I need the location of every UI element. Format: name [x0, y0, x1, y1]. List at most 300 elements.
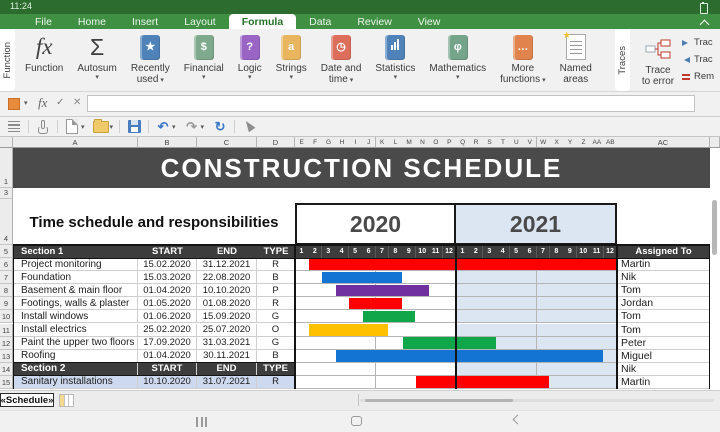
- cell-gantt-month[interactable]: [376, 376, 390, 389]
- cell-gantt-month[interactable]: [510, 271, 524, 284]
- cell-end-date[interactable]: 30.11.2021: [197, 350, 257, 363]
- cell-type[interactable]: P: [257, 284, 295, 297]
- row-header-1[interactable]: 1: [0, 148, 13, 188]
- cell-gantt-month[interactable]: [456, 324, 470, 337]
- cell-gantt-month[interactable]: [362, 363, 376, 376]
- cell-type[interactable]: R: [257, 258, 295, 271]
- cell-gantt-month[interactable]: [416, 271, 430, 284]
- new-document-icon[interactable]: [64, 119, 80, 135]
- cell-task-name[interactable]: Roofing: [13, 350, 138, 363]
- cell-gantt-month[interactable]: [496, 324, 510, 337]
- cell-gantt-month[interactable]: [550, 324, 564, 337]
- cell-gantt-month[interactable]: [429, 363, 443, 376]
- cell-gantt-month[interactable]: [456, 363, 470, 376]
- cell-gantt-month[interactable]: [429, 271, 443, 284]
- cell-gantt-month[interactable]: [590, 376, 604, 389]
- traces-side-tab[interactable]: [615, 29, 630, 91]
- cell-type[interactable]: G: [257, 310, 295, 323]
- add-sheet-icon[interactable]: [59, 394, 74, 407]
- cell-gantt-month[interactable]: [469, 363, 483, 376]
- cell-gantt-month[interactable]: [550, 337, 564, 350]
- cell-gantt-month[interactable]: [362, 376, 376, 389]
- cell-type[interactable]: O: [257, 324, 295, 337]
- cell-gantt-month[interactable]: [295, 271, 309, 284]
- col-header-N[interactable]: N: [416, 137, 430, 148]
- cell-gantt-month[interactable]: [510, 324, 524, 337]
- month-header-cell[interactable]: 2: [308, 245, 322, 258]
- cell-gantt-month[interactable]: [550, 271, 564, 284]
- cell-assigned[interactable]: Tom: [617, 284, 710, 297]
- cell-gantt-month[interactable]: [295, 363, 309, 376]
- cell-gantt-month[interactable]: [469, 284, 483, 297]
- cell-gantt-month[interactable]: [537, 363, 551, 376]
- cell-gantt-month[interactable]: [389, 324, 403, 337]
- cell-gantt-month[interactable]: [335, 310, 349, 323]
- cell-gantt-month[interactable]: [308, 284, 322, 297]
- cell-gantt-month[interactable]: [322, 350, 336, 363]
- cell-gantt-month[interactable]: [537, 271, 551, 284]
- row-header-15[interactable]: 15: [0, 376, 13, 389]
- cell-gantt-month[interactable]: [469, 297, 483, 310]
- cell-gantt-month[interactable]: [563, 376, 577, 389]
- cell-assigned[interactable]: Jordan: [617, 297, 710, 310]
- cell-gantt-month[interactable]: [295, 284, 309, 297]
- month-header-cell[interactable]: 3: [322, 245, 336, 258]
- ribbon-function-button[interactable]: [18, 31, 70, 86]
- month-header-cell[interactable]: 6: [362, 245, 376, 258]
- col-header-W[interactable]: W: [537, 137, 551, 148]
- row-header-7[interactable]: 7: [0, 271, 13, 284]
- col-header-M[interactable]: M: [402, 137, 416, 148]
- month-header-cell[interactable]: 6: [523, 245, 537, 258]
- cell-gantt-month[interactable]: [563, 297, 577, 310]
- cell-gantt-month[interactable]: [308, 297, 322, 310]
- cell-gantt-month[interactable]: [537, 324, 551, 337]
- cell-gantt-month[interactable]: [550, 310, 564, 323]
- row-header-6[interactable]: 6: [0, 258, 13, 271]
- row-header-13[interactable]: 13: [0, 350, 13, 363]
- cell-gantt-month[interactable]: [308, 271, 322, 284]
- ribbon-date-and-time-button[interactable]: [314, 31, 369, 86]
- cell-end-date[interactable]: 01.08.2020: [197, 297, 257, 310]
- month-header-cell[interactable]: 1: [295, 245, 309, 258]
- cell-gantt-month[interactable]: [577, 297, 591, 310]
- cell-task-name[interactable]: Section 2: [13, 363, 138, 376]
- cell-gantt-month[interactable]: [577, 284, 591, 297]
- cell-task-name[interactable]: Project monitoring: [13, 258, 138, 271]
- cell-gantt-month[interactable]: [416, 324, 430, 337]
- cell-gantt-month[interactable]: [496, 297, 510, 310]
- back-button[interactable]: [512, 416, 520, 424]
- cell-gantt-month[interactable]: [523, 310, 537, 323]
- row-header-9[interactable]: 9: [0, 297, 13, 310]
- collapse-ribbon-icon[interactable]: [701, 18, 710, 27]
- open-file-dropdown-icon[interactable]: ▾: [109, 123, 114, 131]
- select-cursor-icon[interactable]: [241, 119, 257, 135]
- cell-gantt-month[interactable]: [349, 363, 363, 376]
- row-header-4[interactable]: 4: [0, 199, 13, 245]
- start-header-cell[interactable]: START: [138, 245, 197, 258]
- col-header-Z[interactable]: Z: [577, 137, 591, 148]
- month-header-cell[interactable]: 11: [429, 245, 443, 258]
- cell-gantt-month[interactable]: [335, 337, 349, 350]
- cell-gantt-month[interactable]: [389, 337, 403, 350]
- month-header-cell[interactable]: 1: [456, 245, 470, 258]
- ribbon-statistics-button[interactable]: [368, 31, 422, 86]
- cell-assigned[interactable]: Tom: [617, 324, 710, 337]
- recents-button[interactable]: [196, 417, 209, 427]
- cell-reference-dropdown-icon[interactable]: ▾: [24, 100, 28, 107]
- col-header-H[interactable]: H: [335, 137, 349, 148]
- cell-end-date[interactable]: 31.12.2021: [197, 258, 257, 271]
- menu-tab-file[interactable]: File: [35, 15, 52, 28]
- cell-gantt-month[interactable]: [362, 337, 376, 350]
- cell-task-name[interactable]: Foundation: [13, 271, 138, 284]
- month-header-cell[interactable]: 8: [389, 245, 403, 258]
- cell-gantt-month[interactable]: [308, 363, 322, 376]
- col-header-G[interactable]: G: [322, 137, 336, 148]
- cell-gantt-month[interactable]: [349, 376, 363, 389]
- cell-gantt-month[interactable]: [322, 337, 336, 350]
- cell-gantt-month[interactable]: [429, 310, 443, 323]
- cell-gantt-month[interactable]: [550, 284, 564, 297]
- col-header-U[interactable]: U: [510, 137, 524, 148]
- cell-gantt-month[interactable]: [590, 271, 604, 284]
- cell-start-date[interactable]: 01.04.2020: [138, 350, 197, 363]
- row-header-11[interactable]: 11: [0, 324, 13, 337]
- row-header-12[interactable]: 12: [0, 337, 13, 350]
- redo-icon[interactable]: ↷: [186, 119, 197, 134]
- row-header-3[interactable]: 3: [0, 188, 13, 199]
- menu-tab-layout[interactable]: Layout: [184, 15, 216, 28]
- row-header-14[interactable]: 14: [0, 363, 13, 376]
- cell-gantt-month[interactable]: [577, 376, 591, 389]
- cell-gantt-month[interactable]: [550, 376, 564, 389]
- cell-gantt-month[interactable]: [308, 350, 322, 363]
- cell-start-date[interactable]: 01.05.2020: [138, 297, 197, 310]
- ribbon-autosum-button[interactable]: [70, 31, 123, 86]
- cell-start-date[interactable]: 25.02.2020: [138, 324, 197, 337]
- cell-gantt-month[interactable]: [483, 310, 497, 323]
- month-header-cell[interactable]: 12: [443, 245, 457, 258]
- cell-gantt-month[interactable]: [523, 271, 537, 284]
- month-header-cell[interactable]: 2: [469, 245, 483, 258]
- type-header-cell[interactable]: TYPE: [257, 245, 295, 258]
- ribbon-logic-button[interactable]: [231, 31, 269, 86]
- cell-gantt-month[interactable]: [416, 310, 430, 323]
- col-header-C[interactable]: C: [197, 137, 257, 148]
- month-header-cell[interactable]: 12: [604, 245, 618, 258]
- cell-gantt-month[interactable]: [537, 284, 551, 297]
- trace-mini-button-2[interactable]: [682, 51, 720, 68]
- month-header-cell[interactable]: 7: [537, 245, 551, 258]
- col-header-P[interactable]: P: [443, 137, 457, 148]
- cell-gantt-month[interactable]: [537, 337, 551, 350]
- cell-gantt-month[interactable]: [295, 324, 309, 337]
- cell-gantt-month[interactable]: [510, 297, 524, 310]
- assigned-to-header-cell[interactable]: Assigned To: [617, 245, 710, 258]
- month-header-cell[interactable]: 3: [483, 245, 497, 258]
- home-button[interactable]: [351, 416, 362, 426]
- redo-dropdown-icon[interactable]: ▾: [200, 123, 205, 131]
- cell-gantt-month[interactable]: [416, 297, 430, 310]
- col-header-F[interactable]: F: [308, 137, 322, 148]
- cell-gantt-month[interactable]: [322, 297, 336, 310]
- month-header-cell[interactable]: 5: [349, 245, 363, 258]
- cell-gantt-month[interactable]: [335, 363, 349, 376]
- ribbon-mathematics-button[interactable]: [422, 31, 493, 86]
- col-header-S[interactable]: S: [483, 137, 497, 148]
- cell-gantt-month[interactable]: [577, 337, 591, 350]
- cell-gantt-month[interactable]: [429, 297, 443, 310]
- cell-gantt-month[interactable]: [376, 363, 390, 376]
- cell-gantt-month[interactable]: [563, 271, 577, 284]
- cell-type[interactable]: B: [257, 350, 295, 363]
- subtitle-cell[interactable]: Time schedule and responsibilities: [29, 213, 279, 231]
- hamburger-menu-icon[interactable]: [6, 119, 22, 135]
- cell-gantt-month[interactable]: [469, 271, 483, 284]
- cell-type[interactable]: G: [257, 337, 295, 350]
- cell-gantt-month[interactable]: [376, 337, 390, 350]
- cell-gantt-month[interactable]: [563, 324, 577, 337]
- cell-gantt-month[interactable]: [577, 324, 591, 337]
- ribbon-financial-button[interactable]: [177, 31, 231, 86]
- month-header-cell[interactable]: 4: [335, 245, 349, 258]
- cell-gantt-month[interactable]: [402, 376, 416, 389]
- sheet-title-cell[interactable]: CONSTRUCTION SCHEDULE: [13, 148, 710, 188]
- cell-start-date[interactable]: 01.04.2020: [138, 284, 197, 297]
- cell-task-name[interactable]: Install windows: [13, 310, 138, 323]
- month-header-cell[interactable]: 11: [590, 245, 604, 258]
- horizontal-scrollbar-thumb[interactable]: [365, 399, 513, 402]
- cell-gantt-month[interactable]: [510, 363, 524, 376]
- cell-gantt-month[interactable]: [496, 284, 510, 297]
- cell-task-name[interactable]: Install electrics: [13, 324, 138, 337]
- cell-type[interactable]: TYPE: [257, 363, 295, 376]
- cell-end-date[interactable]: 10.10.2020: [197, 284, 257, 297]
- cell-gantt-month[interactable]: [322, 310, 336, 323]
- cell-end-date[interactable]: 31.03.2021: [197, 337, 257, 350]
- cell-gantt-month[interactable]: [295, 310, 309, 323]
- ribbon-strings-button[interactable]: [269, 31, 314, 86]
- cell-gantt-month[interactable]: [456, 297, 470, 310]
- cell-gantt-month[interactable]: [456, 310, 470, 323]
- col-header-B[interactable]: B: [138, 137, 197, 148]
- cell-gantt-month[interactable]: [590, 284, 604, 297]
- cell-gantt-month[interactable]: [483, 297, 497, 310]
- cell-gantt-month[interactable]: [402, 363, 416, 376]
- accept-icon[interactable]: ✓: [56, 97, 65, 108]
- cell-gantt-month[interactable]: [523, 324, 537, 337]
- cell-gantt-month[interactable]: [402, 324, 416, 337]
- function-side-tab[interactable]: [0, 29, 15, 91]
- cell-end-date[interactable]: END: [197, 363, 257, 376]
- cell-gantt-month[interactable]: [483, 271, 497, 284]
- month-header-cell[interactable]: 4: [496, 245, 510, 258]
- formula-input[interactable]: [87, 95, 695, 112]
- cell-gantt-month[interactable]: [295, 258, 309, 271]
- cell-gantt-month[interactable]: [590, 297, 604, 310]
- cell-start-date[interactable]: 15.02.2020: [138, 258, 197, 271]
- cell-type[interactable]: R: [257, 297, 295, 310]
- row-header-8[interactable]: 8: [0, 284, 13, 297]
- col-header-A[interactable]: A: [13, 137, 138, 148]
- col-header-E[interactable]: E: [295, 137, 309, 148]
- cell-gantt-month[interactable]: [349, 310, 363, 323]
- cell-gantt-month[interactable]: [523, 363, 537, 376]
- cell-gantt-month[interactable]: [469, 324, 483, 337]
- cell-gantt-month[interactable]: [537, 297, 551, 310]
- month-header-cell[interactable]: 9: [563, 245, 577, 258]
- cell-gantt-month[interactable]: [563, 337, 577, 350]
- undo-icon[interactable]: ↶: [157, 119, 169, 134]
- cell-start-date[interactable]: 15.03.2020: [138, 271, 197, 284]
- cell-gantt-month[interactable]: [335, 376, 349, 389]
- cell-gantt-month[interactable]: [389, 363, 403, 376]
- reload-icon[interactable]: ↻: [214, 119, 226, 134]
- cell-task-name[interactable]: Basement & main floor: [13, 284, 138, 297]
- cell-type[interactable]: R: [257, 376, 295, 389]
- cell-gantt-month[interactable]: [563, 284, 577, 297]
- cell-gantt-month[interactable]: [590, 363, 604, 376]
- cell-type[interactable]: B: [257, 271, 295, 284]
- trace-to-error-button[interactable]: [634, 33, 682, 87]
- cell-assigned[interactable]: Tom: [617, 310, 710, 323]
- end-header-cell[interactable]: END: [197, 245, 257, 258]
- cell-gantt-month[interactable]: [335, 297, 349, 310]
- ribbon-more-functions-button[interactable]: [493, 31, 553, 86]
- col-header-I[interactable]: I: [349, 137, 363, 148]
- cell-gantt-month[interactable]: [429, 284, 443, 297]
- cell-gantt-month[interactable]: [523, 297, 537, 310]
- cell-gantt-month[interactable]: [577, 271, 591, 284]
- cell-gantt-month[interactable]: [550, 297, 564, 310]
- col-header-AC[interactable]: AC: [617, 137, 710, 148]
- cell-gantt-month[interactable]: [510, 310, 524, 323]
- cell-gantt-month[interactable]: [322, 284, 336, 297]
- cell-gantt-month[interactable]: [295, 350, 309, 363]
- col-header-K[interactable]: K: [376, 137, 390, 148]
- cell-gantt-month[interactable]: [577, 363, 591, 376]
- cell-end-date[interactable]: 22.08.2020: [197, 271, 257, 284]
- cell-assigned[interactable]: Martin: [617, 376, 710, 389]
- touch-mode-icon[interactable]: [35, 119, 51, 135]
- col-header-O[interactable]: O: [429, 137, 443, 148]
- col-header-R[interactable]: R: [469, 137, 483, 148]
- new-document-dropdown-icon[interactable]: ▾: [81, 123, 85, 131]
- year-cell-2021[interactable]: 2021: [454, 203, 617, 245]
- sheet-tab-schedule[interactable]: «Schedule»: [0, 394, 54, 406]
- cell-task-name[interactable]: Footings, walls & plaster: [13, 297, 138, 310]
- vertical-scrollbar[interactable]: [712, 200, 717, 255]
- month-header-cell[interactable]: 10: [577, 245, 591, 258]
- trace-mini-button-3[interactable]: [682, 68, 720, 85]
- menu-tab-data[interactable]: Data: [309, 15, 332, 28]
- section1-header-cell[interactable]: Section 1: [13, 245, 138, 258]
- row-header-5[interactable]: 5: [0, 245, 13, 258]
- cell-gantt-month[interactable]: [295, 376, 309, 389]
- cell-task-name[interactable]: Sanitary installations: [13, 376, 138, 389]
- cell-gantt-month[interactable]: [322, 376, 336, 389]
- row-header-10[interactable]: 10: [0, 310, 13, 323]
- menu-tab-formula[interactable]: Formula: [229, 14, 296, 29]
- cell-gantt-month[interactable]: [295, 297, 309, 310]
- col-header-L[interactable]: L: [389, 137, 403, 148]
- cell-assigned[interactable]: Martin: [617, 258, 710, 271]
- cell-gantt-month[interactable]: [590, 337, 604, 350]
- cell-gantt-month[interactable]: [456, 271, 470, 284]
- cell-gantt-month[interactable]: [563, 363, 577, 376]
- cell-gantt-month[interactable]: [308, 310, 322, 323]
- cell-gantt-month[interactable]: [469, 310, 483, 323]
- col-header-Q[interactable]: Q: [456, 137, 470, 148]
- cancel-icon[interactable]: ✕: [73, 97, 82, 108]
- cell-start-date[interactable]: 10.10.2020: [138, 376, 197, 389]
- cell-start-date[interactable]: 01.06.2020: [138, 310, 197, 323]
- corner-cell[interactable]: [0, 137, 13, 148]
- cell-gantt-month[interactable]: [590, 310, 604, 323]
- cell-gantt-month[interactable]: [349, 337, 363, 350]
- menu-tab-review[interactable]: Review: [357, 15, 392, 28]
- ribbon-recently-used-button[interactable]: [124, 31, 177, 86]
- col-header-Y[interactable]: Y: [563, 137, 577, 148]
- month-header-cell[interactable]: 7: [376, 245, 390, 258]
- cell-gantt-month[interactable]: [496, 337, 510, 350]
- cell-gantt-month[interactable]: [389, 376, 403, 389]
- cell-gantt-month[interactable]: [429, 324, 443, 337]
- menu-tab-home[interactable]: Home: [77, 15, 106, 28]
- cell-start-date[interactable]: START: [138, 363, 197, 376]
- ribbon-named-areas-button[interactable]: [553, 31, 599, 86]
- cell-gantt-month[interactable]: [523, 337, 537, 350]
- cell-gantt-month[interactable]: [416, 363, 430, 376]
- col-header-AB[interactable]: AB: [604, 137, 618, 148]
- cell-gantt-month[interactable]: [322, 363, 336, 376]
- month-header-cell[interactable]: 9: [402, 245, 416, 258]
- cell-gantt-month[interactable]: [563, 310, 577, 323]
- cell-gantt-month[interactable]: [308, 337, 322, 350]
- cell-gantt-month[interactable]: [496, 271, 510, 284]
- fx-icon[interactable]: fx: [38, 95, 48, 110]
- cell-gantt-month[interactable]: [537, 310, 551, 323]
- cell-end-date[interactable]: 25.07.2020: [197, 324, 257, 337]
- cell-gantt-month[interactable]: [402, 297, 416, 310]
- cell-assigned[interactable]: Nik: [617, 363, 710, 376]
- cell-gantt-month[interactable]: [402, 271, 416, 284]
- menu-tab-insert[interactable]: Insert: [131, 15, 159, 28]
- cell-task-name[interactable]: Paint the upper two floors: [13, 337, 138, 350]
- year-cell-2020[interactable]: 2020: [295, 203, 456, 245]
- open-file-icon[interactable]: [93, 119, 109, 135]
- cell-reference-icon[interactable]: [8, 98, 20, 110]
- undo-dropdown-icon[interactable]: ▾: [172, 123, 176, 131]
- cell-start-date[interactable]: 17.09.2020: [138, 337, 197, 350]
- cell-gantt-month[interactable]: [577, 310, 591, 323]
- col-header-AA[interactable]: AA: [590, 137, 604, 148]
- spreadsheet-grid[interactable]: [0, 137, 720, 390]
- cell-assigned[interactable]: Peter: [617, 337, 710, 350]
- cell-gantt-month[interactable]: [308, 376, 322, 389]
- cell-gantt-month[interactable]: [550, 363, 564, 376]
- cell-end-date[interactable]: 31.07.2021: [197, 376, 257, 389]
- cell-end-date[interactable]: 15.09.2020: [197, 310, 257, 323]
- col-header-X[interactable]: X: [550, 137, 564, 148]
- month-header-cell[interactable]: 5: [510, 245, 524, 258]
- cell-gantt-month[interactable]: [483, 324, 497, 337]
- cell-assigned[interactable]: Miguel: [617, 350, 710, 363]
- cell-gantt-month[interactable]: [456, 284, 470, 297]
- save-icon[interactable]: [126, 119, 142, 135]
